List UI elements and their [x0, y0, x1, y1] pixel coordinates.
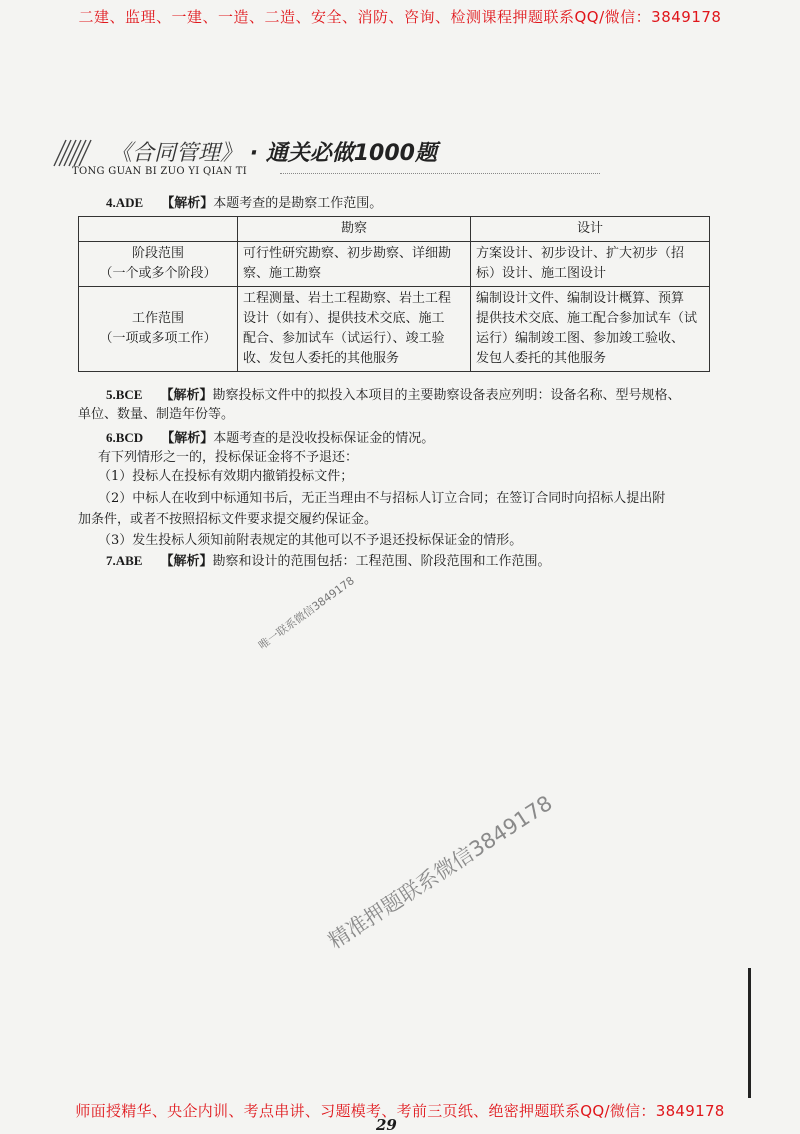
cell-sheji: 编制设计文件、编制设计概算、预算 提供技术交底、施工配合参加试车（试 运行）编制竣工图、参加竣工验收、 发包人委托的其他服务 — [471, 287, 710, 372]
book-title-series: 《合同管理》 — [110, 141, 243, 166]
answer-text: 勘察投标文件中的拟投入本项目的主要勘察设备表应列明：设备名称、型号规格、 — [212, 388, 681, 403]
header-divider — [280, 173, 600, 174]
cell-kancha: 可行性研究勘察、初步勘察、详细勘 察、施工勘察 — [238, 242, 471, 287]
answer-number: 4.ADE — [106, 195, 144, 210]
answer-7 — [106, 551, 551, 571]
answer-6-line: 有下列情形之一的，投标保证金将不予退还： — [98, 450, 359, 465]
analysis-tag: 【解析】 — [160, 554, 213, 569]
page-header — [52, 136, 702, 181]
table-row-stage-scope — [79, 242, 710, 287]
answer-number: 5.BCE — [106, 387, 143, 402]
row-head: 工作范围 （一项或多项工作） — [79, 287, 238, 372]
analysis-tag: 【解析】 — [160, 388, 213, 403]
cell-kancha: 工程测量、岩土工程勘察、岩土工程 设计（如有）、提供技术交底、施工 配合、参加试车（试运行）、竣工验 收、发包人委托的其他服务 — [238, 287, 471, 372]
page-edge-mark — [748, 968, 751, 1098]
top-promo-banner: 二建、监理、一建、一造、二造、安全、消防、咨询、检测课程押题联系QQ/微信：3849178 — [78, 8, 722, 26]
table-header-kancha: 勘察 — [238, 217, 471, 242]
answer-text: 本题考查的是勘察工作范围。 — [213, 196, 383, 211]
answer-number: 7.ABE — [106, 553, 143, 568]
survey-design-scope-table — [78, 216, 710, 372]
answer-6-line: （2）中标人在收到中标通知书后，无正当理由不与招标人订立合同；在签订合同时向招标人提出附 — [98, 491, 666, 506]
bottom-promo-banner: 师面授精华、央企内训、考点串讲、习题模考、考前三页纸、绝密押题联系QQ/微信：3849178 — [75, 1102, 725, 1120]
table-header-sheji: 设计 — [471, 217, 710, 242]
answer-5-continued: 单位、数量、制造年份等。 — [78, 407, 235, 422]
answer-6 — [106, 428, 434, 448]
table-header-row — [79, 217, 710, 242]
analysis-tag: 【解析】 — [161, 196, 214, 211]
header-stripes-icon — [52, 138, 92, 168]
answer-text: 本题考查的是没收投标保证金的情况。 — [213, 431, 435, 446]
book-title-main: 通关必做1000题 — [265, 141, 437, 166]
table-header-blank — [79, 217, 238, 242]
analysis-tag: 【解析】 — [161, 431, 214, 446]
answer-4 — [106, 193, 382, 213]
book-subtitle: TONG GUAN BI ZUO YI QIAN TI — [72, 166, 248, 177]
answer-text: 勘察和设计的范围包括：工程范围、阶段范围和工作范围。 — [212, 554, 551, 569]
book-title-separator: · — [249, 141, 259, 166]
row-head: 阶段范围 （一个或多个阶段） — [79, 242, 238, 287]
answer-6-line: （1）投标人在投标有效期内撤销投标文件； — [98, 469, 354, 484]
watermark-large: 精准押题联系微信3849178 — [324, 790, 557, 954]
answer-6-line: （3）发生投标人须知前附表规定的其他可以不予退还投标保证金的情形。 — [98, 533, 523, 548]
answer-number: 6.BCD — [106, 430, 144, 445]
table-row-work-scope — [79, 287, 710, 372]
cell-sheji: 方案设计、初步设计、扩大初步（招 标）设计、施工图设计 — [471, 242, 710, 287]
answer-5 — [106, 385, 681, 405]
page-number: 29 — [376, 1116, 397, 1134]
book-title — [110, 136, 437, 167]
watermark-small: 唯一联系微信3849178 — [256, 574, 357, 653]
answer-6-line: 加条件，或者不按照招标文件要求提交履约保证金。 — [78, 512, 378, 527]
